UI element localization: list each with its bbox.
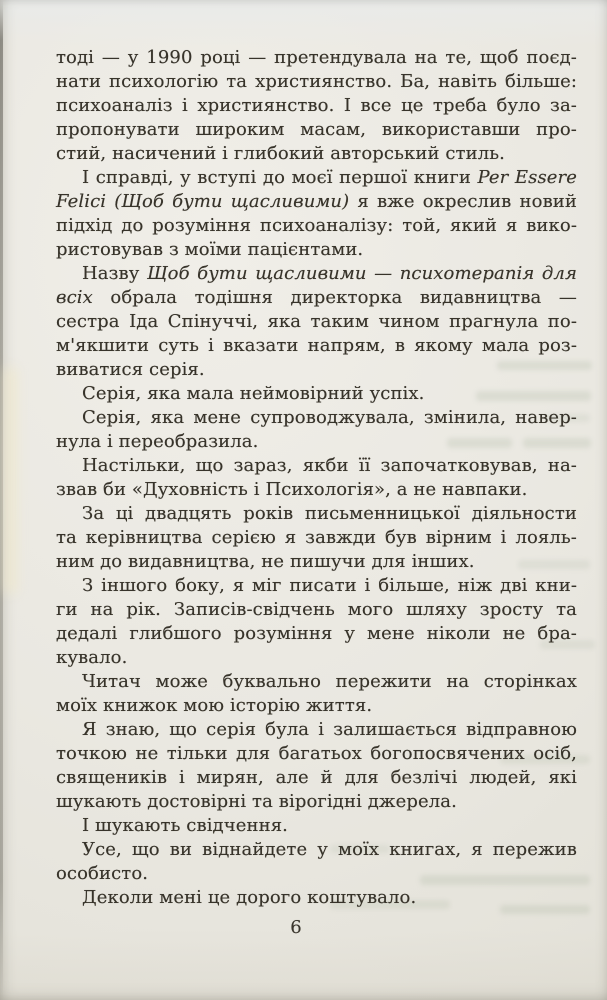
paragraph	[56, 574, 577, 670]
page-number: 6	[290, 917, 302, 938]
text-line: звав би «Духовність і Психологія», а не навпаки.	[56, 479, 528, 500]
paragraph	[56, 406, 577, 454]
text-line: Деколи мені це дорого коштувало.	[82, 887, 417, 908]
text-line: Настільки, що зараз, якби її започатковував, на-	[82, 455, 577, 476]
text-line: І шукають свідчення.	[82, 815, 288, 836]
text-line: нати психологію та християнство. Ба, навіть більше:	[56, 71, 577, 92]
paragraph	[56, 382, 577, 406]
text-line: психоаналіз і християнство. І все це треба було за-	[56, 95, 577, 116]
text-line: ним до видавництва, не пишучи для інших.	[56, 551, 475, 572]
text-line: За ці двадцять років письменницької діяльности	[82, 503, 577, 524]
text-line: кувало.	[56, 647, 128, 668]
text-line: Felici (Щоб бути щасливими) я вже окреслив новий	[56, 191, 578, 212]
text-line: особисто.	[56, 863, 149, 884]
text-line: всіх обрала тодішня директорка видавництва —	[56, 287, 577, 308]
text-line: І справді, у вступі до моєї першої книги Per Essere	[82, 167, 577, 188]
paragraph	[56, 718, 577, 814]
text-line: ристовував з моїми пацієнтами.	[56, 239, 364, 260]
text-line: шукають достовірні та вірогідні джерела.	[56, 791, 457, 812]
text-line: підхід до розуміння психоаналізу: той, який я вико-	[56, 215, 577, 236]
text-line: точкою не тільки для багатьох богопосвячених осіб,	[56, 743, 577, 764]
text-line: Назву Щоб бути щасливими — психотерапія для	[82, 263, 578, 284]
paragraph	[56, 166, 577, 262]
text-line: Я знаю, що серія була і залишається відправною	[82, 719, 577, 740]
text-line: пропонувати широким масам, використавши про-	[56, 119, 577, 140]
paragraph	[56, 838, 577, 886]
paragraph	[56, 262, 577, 382]
text-line: З іншого боку, я міг писати і більше, ніж дві кни-	[82, 575, 577, 596]
paragraph	[56, 886, 577, 910]
text-line: Серія, яка мене супроводжувала, змінила, навер-	[82, 407, 577, 428]
text-line: виватися серія.	[56, 359, 205, 380]
text-line: та керівництва серією я завжди був вірним і лояль-	[56, 527, 577, 548]
paragraph	[56, 814, 577, 838]
text-line: священиків і мирян, але й для безлічі людей, які	[56, 767, 577, 788]
text-line: тоді — у 1990 році — претендувала на те, щоб поєд-	[56, 47, 577, 68]
page-left-edge-shadow	[0, 0, 3, 1000]
page-text-block	[56, 46, 577, 910]
text-line: стий, насичений і глибокий авторський стиль.	[56, 143, 505, 164]
text-line: сестра Іда Спінуччі, яка таким чином прагнула по-	[56, 311, 577, 332]
text-line: дедалі глибшого розуміння у мене ніколи не бра-	[56, 623, 577, 644]
paper-warm-highlight	[4, 368, 17, 593]
text-line: Усе, що ви віднайдете у моїх книгах, я пережив	[82, 839, 577, 860]
paragraph	[56, 46, 577, 166]
text-line: ги на рік. Записів-свідчень мого шляху зросту та	[56, 599, 577, 620]
text-line: нула і переобразила.	[56, 431, 259, 452]
paragraph	[56, 454, 577, 502]
text-line: Читач може буквально пережити на сторінках	[82, 671, 577, 692]
text-line: Серія, яка мала неймовірний успіх.	[82, 383, 425, 404]
paragraph	[56, 502, 577, 574]
text-line: м'якшити суть і вказати напрям, в якому мала роз-	[56, 335, 577, 356]
paragraph	[56, 670, 577, 718]
text-line: моїх книжок мою історію життя.	[56, 695, 373, 716]
